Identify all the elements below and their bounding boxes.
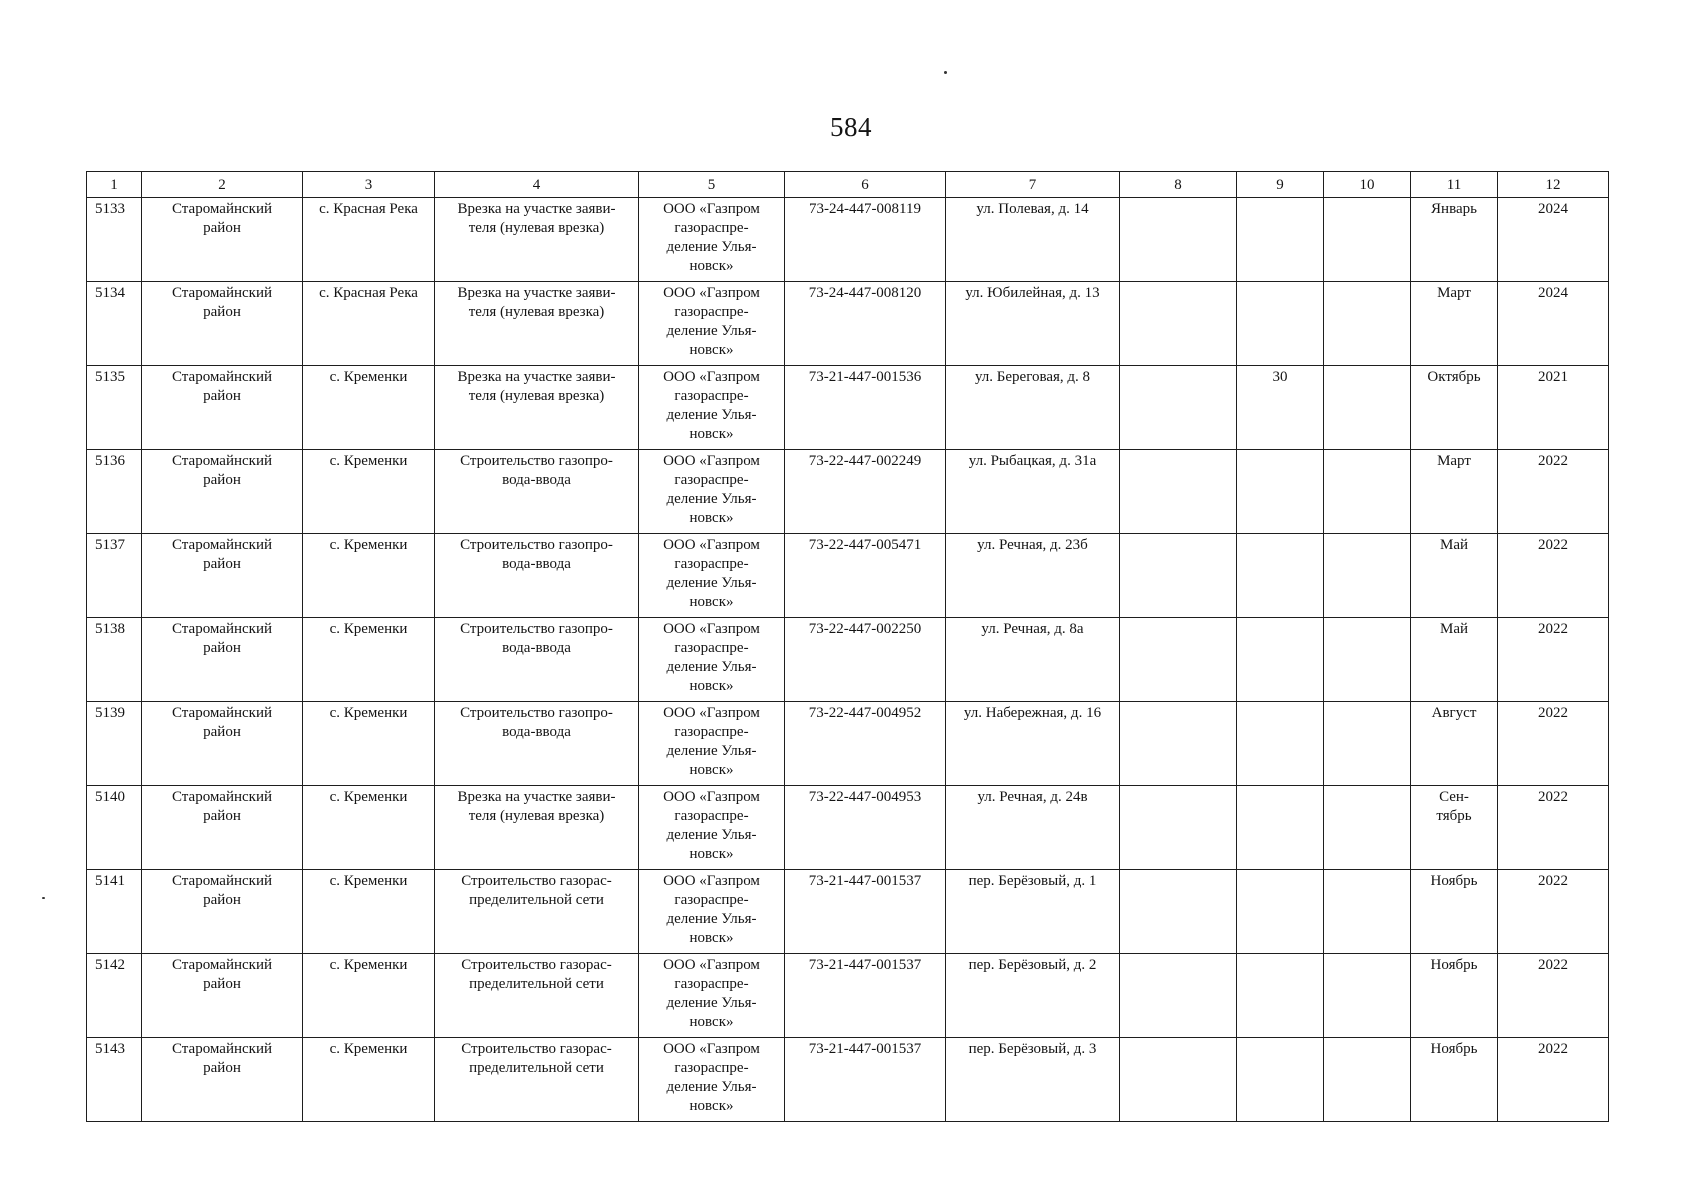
object-code-cell	[785, 534, 946, 618]
col8-cell	[1120, 198, 1237, 282]
address-cell	[946, 450, 1120, 534]
month-cell-text: Май	[1439, 537, 1469, 553]
work-type-cell-text: Врезка на участке заяви- теля (нулевая врезка)	[457, 201, 616, 236]
month-cell	[1411, 786, 1498, 870]
settlement-cell	[303, 702, 435, 786]
year-cell-text: 2021	[1538, 369, 1568, 385]
district-cell-text: Старомайнский район	[171, 369, 273, 404]
table-row	[87, 702, 1609, 786]
address-cell	[946, 786, 1120, 870]
year-cell	[1498, 198, 1609, 282]
month-cell	[1411, 534, 1498, 618]
col8-cell	[1120, 702, 1237, 786]
row-number	[87, 198, 142, 282]
year-cell-text: 2024	[1538, 201, 1568, 217]
month-cell	[1411, 870, 1498, 954]
organization-cell-text: ООО «Газпром газораспре- деление Улья- новск»	[663, 453, 760, 526]
col10-cell	[1324, 618, 1411, 702]
organization-cell	[639, 618, 785, 702]
row-number	[87, 366, 142, 450]
month-cell-text: Май	[1439, 621, 1469, 637]
organization-cell	[639, 534, 785, 618]
organization-cell	[639, 450, 785, 534]
year-cell	[1498, 702, 1609, 786]
table-row	[87, 954, 1609, 1038]
month-cell	[1411, 282, 1498, 366]
col8-cell	[1120, 366, 1237, 450]
work-type-cell	[435, 870, 639, 954]
col10-cell	[1324, 702, 1411, 786]
settlement-cell-text: с. Кременки	[329, 705, 408, 721]
object-code-cell	[785, 702, 946, 786]
row-number	[87, 786, 142, 870]
col10-cell	[1324, 198, 1411, 282]
district-cell-text: Старомайнский район	[171, 957, 273, 992]
year-cell	[1498, 954, 1609, 1038]
address-cell-text: пер. Берёзовый, д. 3	[968, 1041, 1097, 1057]
row-number	[87, 534, 142, 618]
object-code-cell-text: 73-22-447-002250	[808, 621, 922, 637]
col8-cell	[1120, 450, 1237, 534]
col10-cell	[1324, 282, 1411, 366]
year-cell	[1498, 786, 1609, 870]
district-cell	[142, 870, 303, 954]
district-cell	[142, 450, 303, 534]
col10-cell	[1324, 786, 1411, 870]
organization-cell	[639, 366, 785, 450]
address-cell-text: ул. Береговая, д. 8	[974, 369, 1091, 385]
address-cell-text: ул. Набережная, д. 16	[963, 705, 1102, 721]
table-row	[87, 786, 1609, 870]
settlement-cell	[303, 534, 435, 618]
table-row	[87, 870, 1609, 954]
row-number-text: 5141	[95, 873, 125, 889]
address-cell-text: пер. Берёзовый, д. 2	[968, 957, 1097, 973]
row-number-text: 5142	[95, 957, 125, 973]
address-cell	[946, 198, 1120, 282]
row-number-text: 5135	[95, 369, 125, 385]
organization-cell-text: ООО «Газпром газораспре- деление Улья- новск»	[663, 1041, 760, 1114]
object-code-cell	[785, 1038, 946, 1122]
district-cell-text: Старомайнский район	[171, 873, 273, 908]
col8-cell	[1120, 282, 1237, 366]
work-type-cell	[435, 618, 639, 702]
column-header: 6	[785, 172, 946, 198]
settlement-cell-text: с. Красная Река	[319, 285, 418, 301]
column-header: 2	[142, 172, 303, 198]
district-cell	[142, 534, 303, 618]
object-code-cell-text: 73-21-447-001537	[808, 873, 922, 889]
register-table	[86, 171, 1609, 1122]
table-row	[87, 198, 1609, 282]
address-cell	[946, 870, 1120, 954]
organization-cell-text: ООО «Газпром газораспре- деление Улья- новск»	[663, 957, 760, 1030]
address-cell-text: ул. Речная, д. 8а	[981, 621, 1084, 637]
column-header: 11	[1411, 172, 1498, 198]
table-row	[87, 366, 1609, 450]
object-code-cell-text: 73-24-447-008119	[809, 201, 921, 217]
district-cell	[142, 618, 303, 702]
work-type-cell	[435, 954, 639, 1038]
organization-cell	[639, 702, 785, 786]
table-row	[87, 618, 1609, 702]
settlement-cell	[303, 1038, 435, 1122]
column-header: 5	[639, 172, 785, 198]
address-cell	[946, 366, 1120, 450]
district-cell-text: Старомайнский район	[171, 789, 273, 824]
year-cell	[1498, 870, 1609, 954]
settlement-cell	[303, 870, 435, 954]
work-type-cell	[435, 786, 639, 870]
year-cell	[1498, 1038, 1609, 1122]
year-cell-text: 2022	[1538, 537, 1568, 553]
object-code-cell	[785, 954, 946, 1038]
address-cell-text: пер. Берёзовый, д. 1	[968, 873, 1097, 889]
organization-cell	[639, 282, 785, 366]
district-cell	[142, 954, 303, 1038]
district-cell-text: Старомайнский район	[171, 705, 273, 740]
year-cell-text: 2022	[1538, 453, 1568, 469]
work-type-cell	[435, 450, 639, 534]
work-type-cell-text: Врезка на участке заяви- теля (нулевая врезка)	[457, 285, 616, 320]
district-cell	[142, 1038, 303, 1122]
row-number	[87, 870, 142, 954]
settlement-cell-text: с. Кременки	[329, 873, 408, 889]
year-cell-text: 2022	[1538, 789, 1568, 805]
scan-speck	[42, 897, 45, 899]
organization-cell	[639, 870, 785, 954]
column-header: 4	[435, 172, 639, 198]
work-type-cell-text: Строительство газопро- вода-ввода	[460, 705, 613, 740]
address-cell	[946, 702, 1120, 786]
month-cell-text: Ноябрь	[1430, 957, 1478, 973]
object-code-cell	[785, 618, 946, 702]
work-type-cell-text: Строительство газорас- пределительной сети	[461, 957, 612, 992]
col8-cell	[1120, 870, 1237, 954]
col10-cell	[1324, 954, 1411, 1038]
col9-cell	[1237, 450, 1324, 534]
work-type-cell	[435, 702, 639, 786]
address-cell	[946, 534, 1120, 618]
month-cell-text: Ноябрь	[1430, 1041, 1478, 1057]
col9-cell	[1237, 534, 1324, 618]
settlement-cell	[303, 450, 435, 534]
organization-cell	[639, 1038, 785, 1122]
month-cell-text: Январь	[1431, 201, 1477, 217]
district-cell	[142, 282, 303, 366]
col10-cell	[1324, 1038, 1411, 1122]
address-cell	[946, 618, 1120, 702]
table-row	[87, 450, 1609, 534]
organization-cell	[639, 954, 785, 1038]
organization-cell-text: ООО «Газпром газораспре- деление Улья- новск»	[663, 537, 760, 610]
object-code-cell	[785, 870, 946, 954]
row-number	[87, 954, 142, 1038]
row-number-text: 5143	[95, 1041, 125, 1057]
district-cell-text: Старомайнский район	[171, 285, 273, 320]
work-type-cell-text: Врезка на участке заяви- теля (нулевая врезка)	[457, 369, 616, 404]
col8-cell	[1120, 954, 1237, 1038]
page-number: 584	[830, 112, 872, 142]
work-type-cell	[435, 366, 639, 450]
row-number	[87, 618, 142, 702]
col9-cell	[1237, 282, 1324, 366]
object-code-cell-text: 73-22-447-004952	[808, 705, 922, 721]
object-code-cell-text: 73-24-447-008120	[808, 285, 922, 301]
col8-cell	[1120, 534, 1237, 618]
column-header: 8	[1120, 172, 1237, 198]
organization-cell-text: ООО «Газпром газораспре- деление Улья- новск»	[663, 705, 760, 778]
year-cell	[1498, 282, 1609, 366]
address-cell-text: ул. Речная, д. 23б	[977, 537, 1088, 553]
settlement-cell-text: с. Кременки	[329, 453, 408, 469]
column-header: 12	[1498, 172, 1609, 198]
col9-cell	[1237, 366, 1324, 450]
object-code-cell	[785, 198, 946, 282]
address-cell	[946, 282, 1120, 366]
month-cell	[1411, 702, 1498, 786]
col9-cell	[1237, 786, 1324, 870]
work-type-cell	[435, 534, 639, 618]
work-type-cell-text: Строительство газопро- вода-ввода	[460, 453, 613, 488]
address-cell	[946, 954, 1120, 1038]
settlement-cell-text: с. Кременки	[329, 369, 408, 385]
year-cell-text: 2022	[1538, 705, 1568, 721]
column-header: 7	[946, 172, 1120, 198]
district-cell	[142, 366, 303, 450]
organization-cell-text: ООО «Газпром газораспре- деление Улья- новск»	[663, 621, 760, 694]
month-cell-text: Ноябрь	[1430, 873, 1478, 889]
settlement-cell-text: с. Кременки	[329, 789, 408, 805]
table-body	[87, 198, 1609, 1122]
organization-cell-text: ООО «Газпром газораспре- деление Улья- новск»	[663, 285, 760, 358]
settlement-cell	[303, 366, 435, 450]
year-cell	[1498, 618, 1609, 702]
month-cell	[1411, 450, 1498, 534]
col10-cell	[1324, 534, 1411, 618]
district-cell-text: Старомайнский район	[171, 201, 273, 236]
col9-cell	[1237, 618, 1324, 702]
settlement-cell	[303, 198, 435, 282]
month-cell	[1411, 1038, 1498, 1122]
month-cell-text: Октябрь	[1427, 369, 1481, 385]
settlement-cell	[303, 954, 435, 1038]
object-code-cell-text: 73-22-447-005471	[808, 537, 922, 553]
district-cell-text: Старомайнский район	[171, 621, 273, 656]
row-number	[87, 282, 142, 366]
col8-cell	[1120, 1038, 1237, 1122]
organization-cell-text: ООО «Газпром газораспре- деление Улья- новск»	[663, 789, 760, 862]
address-cell	[946, 1038, 1120, 1122]
object-code-cell-text: 73-22-447-002249	[808, 453, 922, 469]
row-number-text: 5133	[95, 201, 125, 217]
col10-cell	[1324, 366, 1411, 450]
object-code-cell	[785, 282, 946, 366]
row-number-text: 5140	[95, 789, 125, 805]
object-code-cell	[785, 786, 946, 870]
year-cell	[1498, 366, 1609, 450]
work-type-cell-text: Врезка на участке заяви- теля (нулевая врезка)	[457, 789, 616, 824]
row-number-text: 5136	[95, 453, 125, 469]
object-code-cell-text: 73-22-447-004953	[808, 789, 922, 805]
settlement-cell	[303, 786, 435, 870]
organization-cell	[639, 786, 785, 870]
object-code-cell-text: 73-21-447-001536	[808, 369, 922, 385]
header-row	[87, 172, 1609, 198]
col9-cell	[1237, 954, 1324, 1038]
settlement-cell-text: с. Кременки	[329, 621, 408, 637]
settlement-cell-text: с. Кременки	[329, 1041, 408, 1057]
settlement-cell	[303, 282, 435, 366]
column-header: 3	[303, 172, 435, 198]
address-cell-text: ул. Полевая, д. 14	[976, 201, 1089, 217]
work-type-cell	[435, 1038, 639, 1122]
month-cell	[1411, 618, 1498, 702]
year-cell-text: 2022	[1538, 873, 1568, 889]
work-type-cell-text: Строительство газорас- пределительной сети	[461, 873, 612, 908]
month-cell	[1411, 198, 1498, 282]
table-row	[87, 1038, 1609, 1122]
column-header: 9	[1237, 172, 1324, 198]
year-cell	[1498, 450, 1609, 534]
month-cell-text: Март	[1437, 285, 1471, 301]
district-cell-text: Старомайнский район	[171, 453, 273, 488]
object-code-cell-text: 73-21-447-001537	[808, 1041, 922, 1057]
scan-speck	[944, 71, 947, 74]
object-code-cell	[785, 450, 946, 534]
row-number-text: 5139	[95, 705, 125, 721]
col9-cell	[1237, 1038, 1324, 1122]
settlement-cell-text: с. Кременки	[329, 957, 408, 973]
col9-cell	[1237, 198, 1324, 282]
col8-cell	[1120, 786, 1237, 870]
work-type-cell	[435, 282, 639, 366]
row-number	[87, 1038, 142, 1122]
col10-cell	[1324, 870, 1411, 954]
work-type-cell-text: Строительство газопро- вода-ввода	[460, 621, 613, 656]
month-cell-text: Август	[1431, 705, 1477, 721]
month-cell	[1411, 954, 1498, 1038]
year-cell-text: 2022	[1538, 1041, 1568, 1057]
col9-cell-text: 30	[1272, 369, 1288, 385]
object-code-cell-text: 73-21-447-001537	[808, 957, 922, 973]
settlement-cell	[303, 618, 435, 702]
table-row	[87, 282, 1609, 366]
address-cell-text: ул. Речная, д. 24в	[977, 789, 1088, 805]
organization-cell-text: ООО «Газпром газораспре- деление Улья- новск»	[663, 201, 760, 274]
row-number-text: 5137	[95, 537, 125, 553]
col9-cell	[1237, 870, 1324, 954]
table-row	[87, 534, 1609, 618]
work-type-cell-text: Строительство газопро- вода-ввода	[460, 537, 613, 572]
col8-cell	[1120, 618, 1237, 702]
row-number	[87, 702, 142, 786]
district-cell	[142, 702, 303, 786]
year-cell	[1498, 534, 1609, 618]
row-number	[87, 450, 142, 534]
year-cell-text: 2022	[1538, 957, 1568, 973]
organization-cell-text: ООО «Газпром газораспре- деление Улья- новск»	[663, 873, 760, 946]
col10-cell	[1324, 450, 1411, 534]
district-cell-text: Старомайнский район	[171, 1041, 273, 1076]
district-cell-text: Старомайнский район	[171, 537, 273, 572]
year-cell-text: 2022	[1538, 621, 1568, 637]
organization-cell	[639, 198, 785, 282]
object-code-cell	[785, 366, 946, 450]
address-cell-text: ул. Рыбацкая, д. 31а	[968, 453, 1097, 469]
organization-cell-text: ООО «Газпром газораспре- деление Улья- новск»	[663, 369, 760, 442]
work-type-cell-text: Строительство газорас- пределительной сети	[461, 1041, 612, 1076]
work-type-cell	[435, 198, 639, 282]
month-cell-text: Март	[1437, 453, 1471, 469]
district-cell	[142, 198, 303, 282]
settlement-cell-text: с. Кременки	[329, 537, 408, 553]
settlement-cell-text: с. Красная Река	[319, 201, 418, 217]
district-cell	[142, 786, 303, 870]
row-number-text: 5138	[95, 621, 125, 637]
year-cell-text: 2024	[1538, 285, 1568, 301]
month-cell	[1411, 366, 1498, 450]
row-number-text: 5134	[95, 285, 125, 301]
address-cell-text: ул. Юбилейная, д. 13	[965, 285, 1100, 301]
month-cell-text: Сен- тябрь	[1436, 789, 1472, 824]
column-header: 10	[1324, 172, 1411, 198]
col9-cell	[1237, 702, 1324, 786]
column-header: 1	[87, 172, 142, 198]
